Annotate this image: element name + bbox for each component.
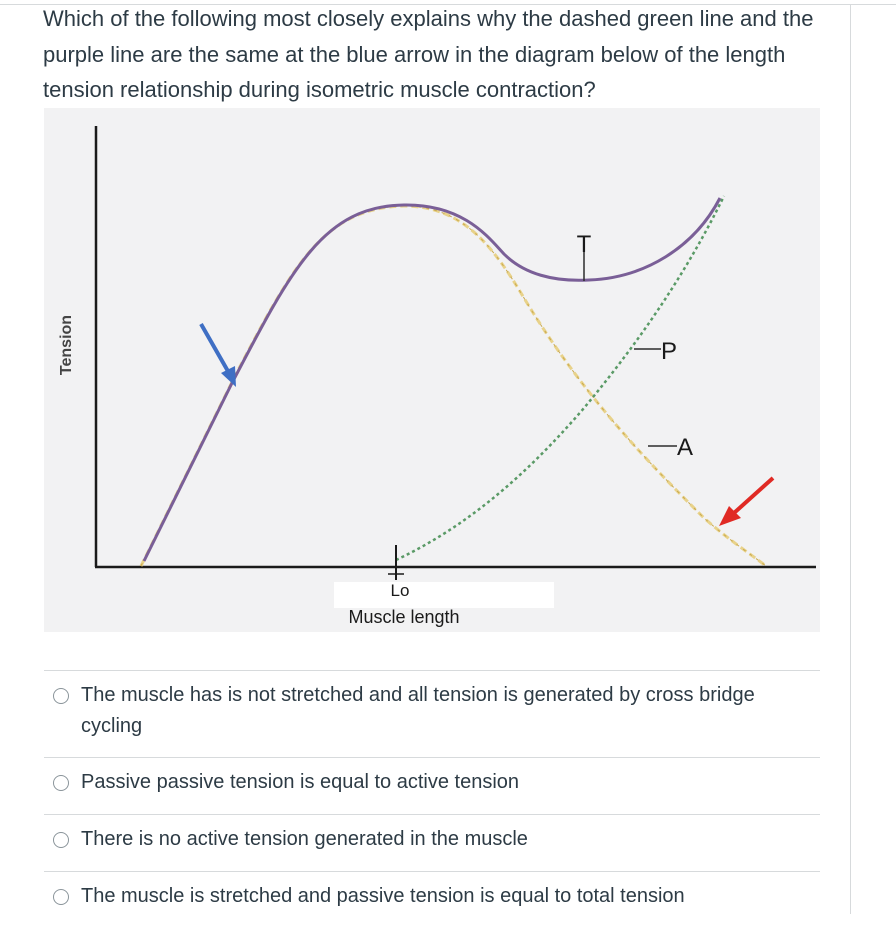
x-label-panel [334, 582, 554, 608]
answer-label: The muscle has is not stretched and all tension is generated by cross bridge cycling [81, 684, 755, 737]
y-axis-label: Tension [58, 314, 75, 376]
diagram-svg [44, 108, 820, 632]
question-text: Which of the following most closely explains why the dashed green line and the purple line are the same at the blue arrow in the diagram below of the length tension relationship during isometric muscle contraction? [43, 6, 814, 102]
answer-option-4[interactable] [44, 871, 820, 932]
active-label: A [677, 434, 694, 461]
length-tension-diagram [44, 108, 820, 632]
passive-label: P [661, 338, 678, 365]
answer-option-1[interactable] [44, 670, 820, 757]
radio-button[interactable] [53, 889, 69, 905]
answer-label: The muscle is stretched and passive tension is equal to total tension [81, 885, 685, 907]
radio-button[interactable] [53, 775, 69, 791]
diagram-background [44, 108, 820, 632]
radio-button[interactable] [53, 832, 69, 848]
radio-button[interactable] [53, 688, 69, 704]
answer-label: There is no active tension generated in the muscle [81, 828, 528, 850]
total-label: T [576, 231, 592, 258]
right-rule [850, 4, 851, 914]
answer-list [44, 670, 820, 932]
answer-option-3[interactable] [44, 814, 820, 871]
answer-label: Passive passive tension is equal to active tension [81, 771, 520, 793]
x-axis-label: Muscle length [348, 607, 460, 627]
lo-label: Lo [390, 581, 410, 600]
answer-option-2[interactable] [44, 757, 820, 814]
